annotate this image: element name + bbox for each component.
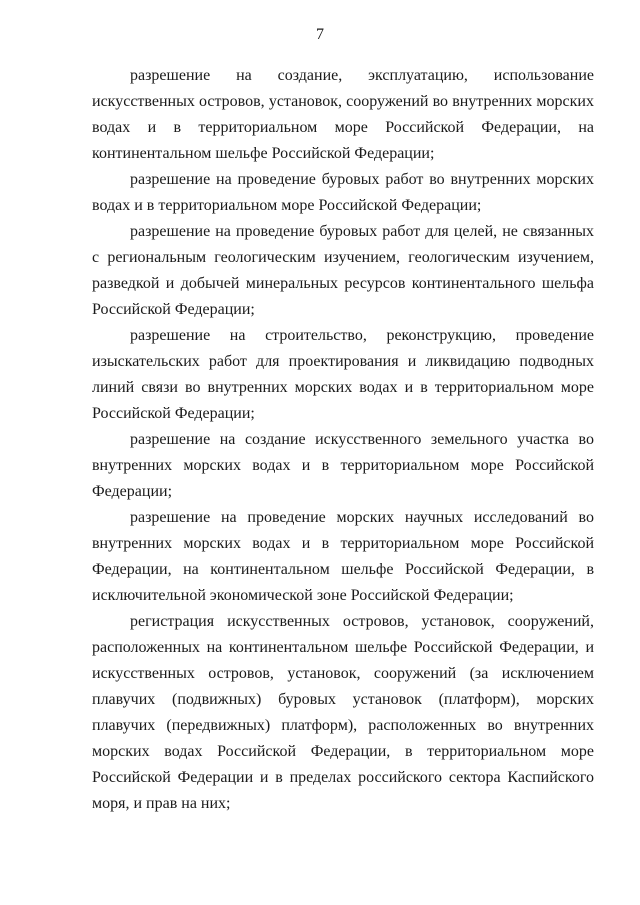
paragraph: разрешение на проведение морских научных исследований во внутренних морских водах и в территориальном море Российской Федерации, на континентальном шельфе Российской Федерации, в исключительной экономической зоне Российской Федерации;	[92, 509, 594, 604]
paragraph: разрешение на проведение буровых работ для целей, не связанных с региональным геологическим изучением, геологическим изучением, разведкой и добычей минеральных ресурсов континентального шельфа Российской Федерации;	[92, 223, 594, 318]
document-body	[92, 63, 594, 817]
paragraph: разрешение на проведение буровых работ во внутренних морских водах и в территориальном море Российской Федерации;	[92, 171, 594, 214]
paragraph: регистрация искусственных островов, установок, сооружений, расположенных на континентальном шельфе Российской Федерации, и искусственных островов, установок, сооружений (за исключением плавучих (подвижных) буровых установок (платформ), морских плавучих (передвижных) платформ), расположенных во внутренних морских водах Российской Федерации, в территориальном море Российской Федерации и в пределах российского сектора Каспийского моря, и прав на них;	[92, 613, 594, 812]
paragraph: разрешение на создание искусственного земельного участка во внутренних морских водах и в территориальном море Российской Федерации;	[92, 431, 594, 500]
page-number: 7	[316, 26, 324, 43]
paragraph: разрешение на создание, эксплуатацию, использование искусственных островов, установок, сооружений во внутренних морских водах и в территориальном море Российской Федерации, на континентальном шельфе Российской Федерации;	[92, 67, 594, 162]
paragraph: разрешение на строительство, реконструкцию, проведение изыскательских работ для проектирования и ликвидацию подводных линий связи во внутренних морских водах и в территориальном море Российской Федерации;	[92, 327, 594, 422]
